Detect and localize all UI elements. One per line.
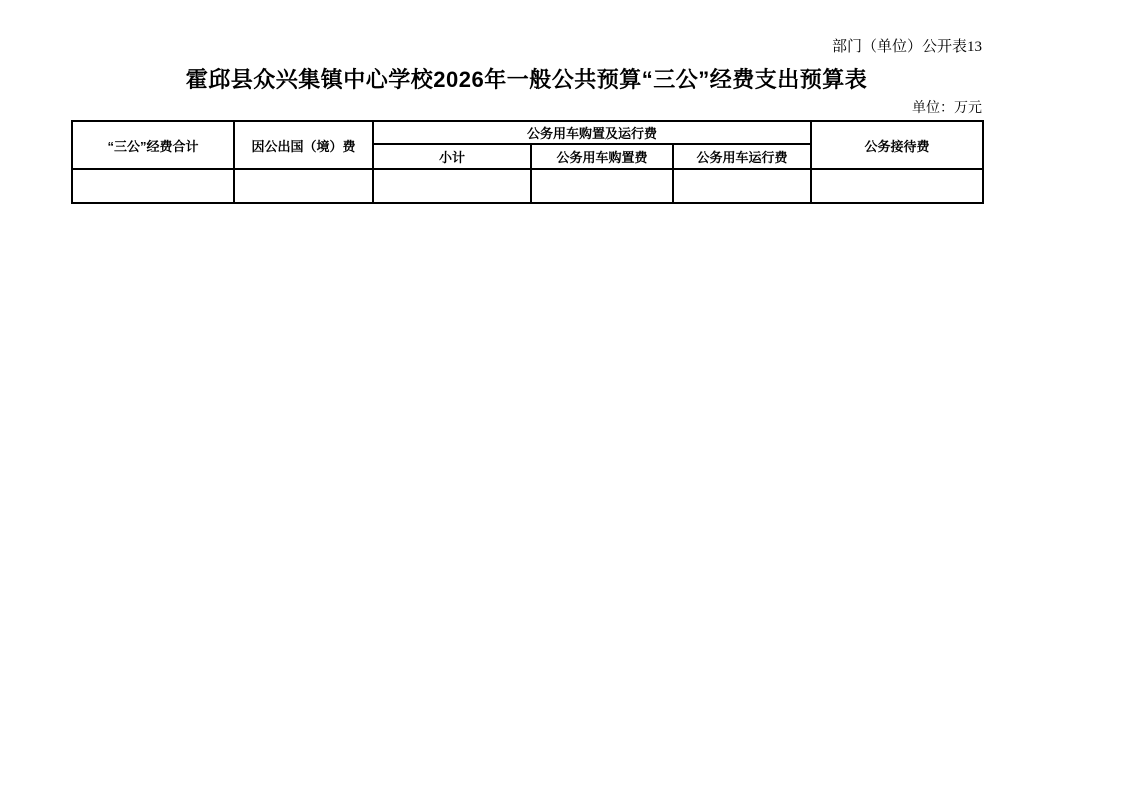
header-sangong-total: “三公”经费合计 (72, 121, 234, 169)
budget-table (71, 120, 984, 204)
header-reception-fee: 公务接待费 (811, 121, 983, 169)
table-row (72, 169, 983, 203)
cell-vehicle-purchase (531, 169, 673, 203)
header-vehicle-subtotal: 小计 (373, 144, 531, 169)
cell-vehicle-operation (673, 169, 811, 203)
cell-vehicle-subtotal (373, 169, 531, 203)
unit-note: 单位：万元 (912, 101, 982, 116)
header-row-top (72, 121, 983, 144)
page-title: 霍邱县众兴集镇中心学校2026年一般公共预算“三公”经费支出预算表 (185, 67, 868, 92)
cell-sangong-total (72, 169, 234, 203)
document-content (71, 0, 982, 204)
cell-reception-fee (811, 169, 983, 203)
header-vehicle-operation: 公务用车运行费 (673, 144, 811, 169)
header-vehicle-purchase: 公务用车购置费 (531, 144, 673, 169)
corner-note: 部门（单位）公开表13 (831, 39, 982, 55)
cell-abroad-fee (234, 169, 373, 203)
header-abroad-fee: 因公出国（境）费 (234, 121, 373, 169)
header-vehicle-group: 公务用车购置及运行费 (373, 121, 811, 144)
